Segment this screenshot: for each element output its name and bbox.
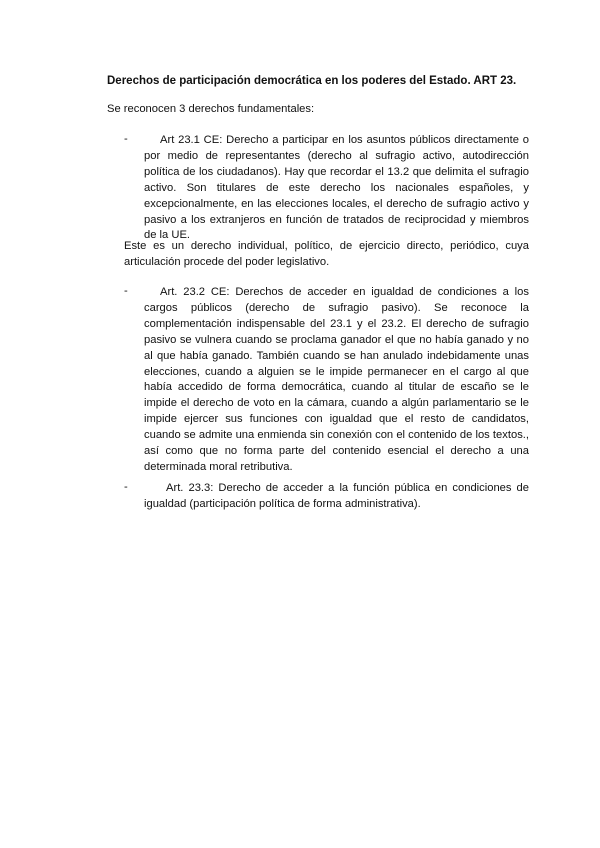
list-item (124, 481, 529, 513)
list-bullet: - (124, 133, 128, 145)
intro-text: Se reconocen 3 derechos fundamentales: (107, 103, 315, 115)
list-item (124, 133, 529, 244)
document-title: Derechos de participación democrática en los poderes del Estado. ART 23. (107, 75, 517, 87)
item-text-art-23-2: Art. 23.2 CE: Derechos de acceder en igualdad de condiciones a los cargos públicos (derecho de sufragio pasivo). Se reconoce la complementación indispensable del 23.1 y el 23.2. El derecho de sufragio pasivo se vulnera cuando se proclama ganador el que no había ganado y no al que había ganado. También cuando se han anulado indebidamente unas elecciones, cuando a alguien se le impide permanecer en el cargo al que había accedido de forma democrática, cuando al titular de escaño se le impide el derecho de voto en la cámara, cuando a algún parlamentario se le impide ejercer sus funciones con igualdad que el resto de candidatos, cuando se admite una enmienda sin conexión con el contenido de los textos., así como que no forma parte del contenido esencial el derecho a una determinada moral retributiva. (144, 286, 529, 473)
item-text-art-23-1: Art 23.1 CE: Derecho a participar en los asuntos públicos directamente o por medio de representantes (derecho al sufragio activo, autodirección política de los ciudadanos). Hay que recordar el 13.2 que delimita el sufragio activo. Son titulares de este derecho los nacionales españoles, y excepcionalmente, en las elecciones locales, el derecho de sufragio activo y pasivo a los extranjeros en función de tratados de reciprocidad y miembros de la UE. (144, 134, 529, 242)
item-followup-text: Este es un derecho individual, político, de ejercicio directo, periódico, cuya articulación procede del poder legislativo. (124, 240, 529, 268)
list-item (124, 285, 529, 476)
list-bullet: - (124, 481, 128, 493)
item-text-art-23-3: Art. 23.3: Derecho de acceder a la función pública en condiciones de igualdad (participación política de forma administrativa). (144, 482, 529, 510)
list-bullet: - (124, 285, 128, 297)
